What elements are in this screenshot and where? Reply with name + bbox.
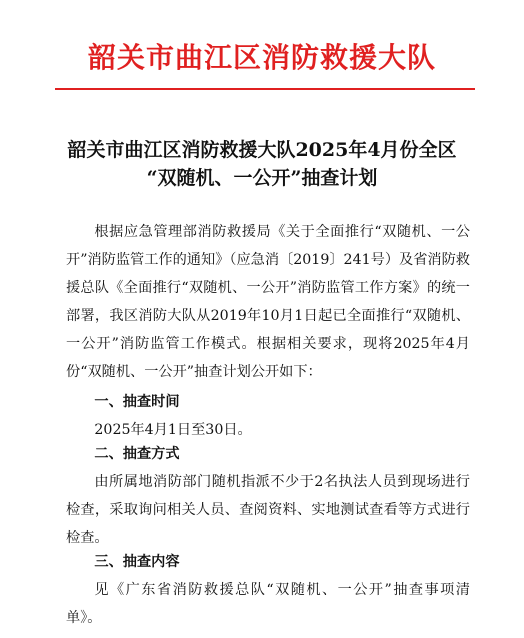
document-title-line-2: “双随机、一公开”抽查计划	[146, 167, 378, 189]
section-body: 见《广东省消防救援总队“双随机、一公开”抽查事项清单》。	[66, 582, 470, 626]
section-body: 2025年4月1日至30日。	[94, 422, 252, 438]
section-body: 由所属地消防部门随机指派不少于2名执法人员到现场进行检查，采取询问相关人员、查阅资料、实地测试查看等方式进行检查。	[66, 474, 470, 546]
section-heading: 二、抽查方式	[94, 446, 180, 462]
section-inspection-content	[66, 548, 470, 632]
intro-paragraph: 根据应急管理部消防救援局《关于全面推行“双随机、一公开”消防监管工作的通知》（应急消〔2019〕241号）及省消防救援总队《全面推行“双随机、一公开”消防监管工作方案》的统一部署，我区消防大队从2019年10月1日起已全面推行“双随机、一公开”消防监管工作模式。根据相关要求，现将2025年4月份“双随机、一公开”抽查计划公开如下：	[66, 224, 470, 380]
section-heading: 三、抽查内容	[94, 554, 180, 570]
document-title	[0, 136, 524, 192]
section-heading: 一、抽查时间	[94, 394, 180, 410]
section-inspection-time	[66, 388, 470, 444]
header-red-rule	[55, 88, 475, 90]
document-title-line-1: 韶关市曲江区消防救援大队2025年4月份全区	[67, 139, 457, 161]
section-inspection-method	[66, 440, 470, 552]
organization-header: 韶关市曲江区消防救援大队	[87, 41, 436, 74]
